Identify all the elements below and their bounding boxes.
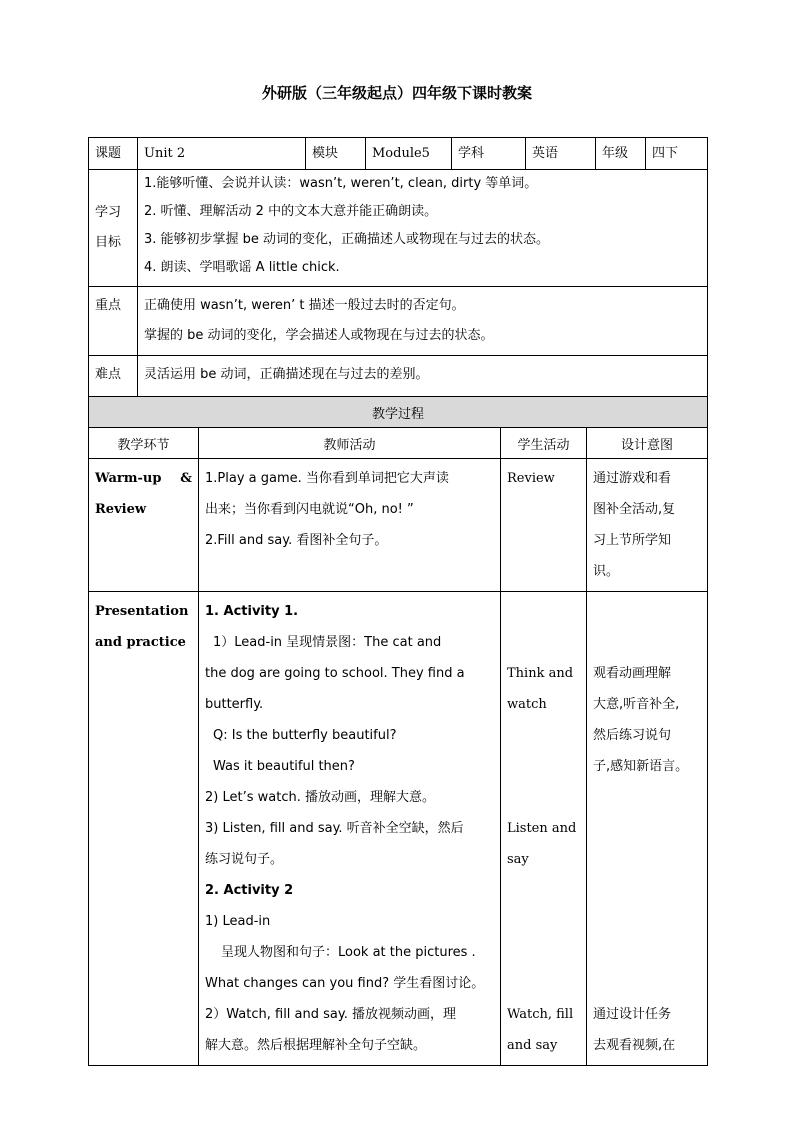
- process-heading: 教学过程: [89, 397, 708, 428]
- warmup-stage-label-2: Review: [95, 502, 147, 517]
- activity-1-heading: 1. Activity 1.: [205, 604, 299, 619]
- presentation-purpose-line: 子,感知新语言。: [593, 759, 689, 774]
- subject-value: 英语: [532, 145, 559, 161]
- lesson-info-table: [88, 137, 708, 404]
- student-activity-and-say: and say: [507, 1038, 558, 1053]
- presentation-purpose-line: 通过设计任务: [593, 1007, 672, 1022]
- presentation-stage-label-2: and practice: [95, 635, 186, 650]
- module-value: Module5: [372, 145, 430, 161]
- header-stage: 教学环节: [89, 428, 199, 459]
- key-points-label: 重点: [95, 298, 122, 313]
- warmup-stage-label: Warm-up: [95, 471, 162, 486]
- presentation-purpose-line: 去观看视频,在: [593, 1038, 676, 1053]
- presentation-purpose-line: 大意,听音补全,: [593, 697, 680, 712]
- presentation-purpose-line: 观看动画理解: [593, 666, 672, 681]
- student-activity-say: say: [507, 852, 529, 867]
- topic-label: 课题: [95, 145, 122, 161]
- warmup-purpose-line: 识。: [593, 564, 620, 579]
- presentation-teacher-line: butterfly.: [205, 697, 264, 712]
- topic-value: Unit 2: [144, 145, 186, 161]
- module-label: 模块: [312, 145, 339, 161]
- difficulty-label: 难点: [95, 367, 122, 382]
- warmup-teacher-line: 2.Fill and say. 看图补全句子。: [205, 533, 388, 548]
- warmup-teacher-line: 1.Play a game. 当你看到单词把它大声读: [205, 471, 449, 486]
- student-activity-listen: Listen and: [507, 821, 577, 836]
- presentation-stage-label: Presentation: [95, 604, 189, 619]
- student-activity-watch: watch: [507, 697, 547, 712]
- presentation-teacher-line: 练习说句子。: [205, 852, 284, 867]
- grade-label: 年级: [602, 145, 629, 161]
- presentation-teacher-line: 呈现人物图和句子：Look at the pictures .: [221, 945, 476, 960]
- presentation-teacher-line: 3) Listen, fill and say. 听音补全空缺，然后: [205, 821, 464, 836]
- presentation-teacher-line: Q: Is the butterfly beautiful?: [213, 728, 397, 743]
- presentation-teacher-line: the dog are going to school. They find a: [205, 666, 465, 681]
- presentation-teacher-line: 1）Lead-in 呈现情景图：The cat and: [213, 635, 442, 650]
- objective-item: 2. 听懂、理解活动 2 中的文本大意并能正确朗读。: [144, 204, 438, 219]
- student-activity-watch-fill: Watch, fill: [507, 1007, 574, 1022]
- activity-2-heading: 2. Activity 2: [205, 883, 294, 898]
- presentation-teacher-line: 1) Lead-in: [205, 914, 271, 929]
- presentation-teacher-line: 2）Watch, fill and say. 播放视频动画，理: [205, 1007, 456, 1022]
- warmup-purpose-line: 图补全活动,复: [593, 502, 676, 517]
- grade-value: 四下: [652, 145, 679, 161]
- key-point-item: 正确使用 wasn’t, weren’ t 描述一般过去时的否定句。: [144, 298, 465, 313]
- warmup-teacher-line: 出来；当你看到闪电就说“Oh, no! ”: [205, 502, 414, 517]
- presentation-teacher-line: 解大意。然后根据理解补全句子空缺。: [205, 1038, 427, 1053]
- objective-item: 1.能够听懂、会说并认读：wasn’t, weren’t, clean, dirty 等单词。: [144, 176, 538, 191]
- presentation-teacher-line: What changes can you find? 学生看图讨论。: [205, 976, 485, 991]
- warmup-purpose-line: 通过游戏和看: [593, 471, 672, 486]
- presentation-purpose-line: 然后练习说句: [593, 728, 672, 743]
- presentation-teacher-line: Was it beautiful then?: [213, 759, 355, 774]
- objectives-label-2: 目标: [95, 235, 122, 250]
- subject-label: 学科: [458, 145, 485, 161]
- presentation-teacher-line: 2) Let’s watch. 播放动画，理解大意。: [205, 790, 435, 805]
- key-point-item: 掌握的 be 动词的变化，学会描述人或物现在与过去的状态。: [144, 328, 494, 343]
- document-title: 外研版（三年级起点）四年级下课时教案: [261, 84, 532, 102]
- objectives-label-1: 学习: [95, 205, 122, 220]
- warmup-stage-amp: &: [180, 471, 192, 486]
- warmup-student-activity: Review: [507, 471, 555, 486]
- student-activity-think: Think and: [507, 666, 574, 681]
- header-student-activity: 学生活动: [501, 428, 587, 459]
- header-design-purpose: 设计意图: [587, 428, 708, 459]
- objective-item: 4. 朗读、学唱歌谣 A little chick.: [144, 260, 340, 275]
- warmup-purpose-line: 习上节所学知: [593, 533, 672, 548]
- header-teacher-activity: 教师活动: [199, 428, 501, 459]
- process-table: [88, 396, 708, 1066]
- objective-item: 3. 能够初步掌握 be 动词的变化，正确描述人或物现在与过去的状态。: [144, 232, 550, 247]
- difficulty-text: 灵活运用 be 动词，正确描述现在与过去的差别。: [144, 367, 429, 382]
